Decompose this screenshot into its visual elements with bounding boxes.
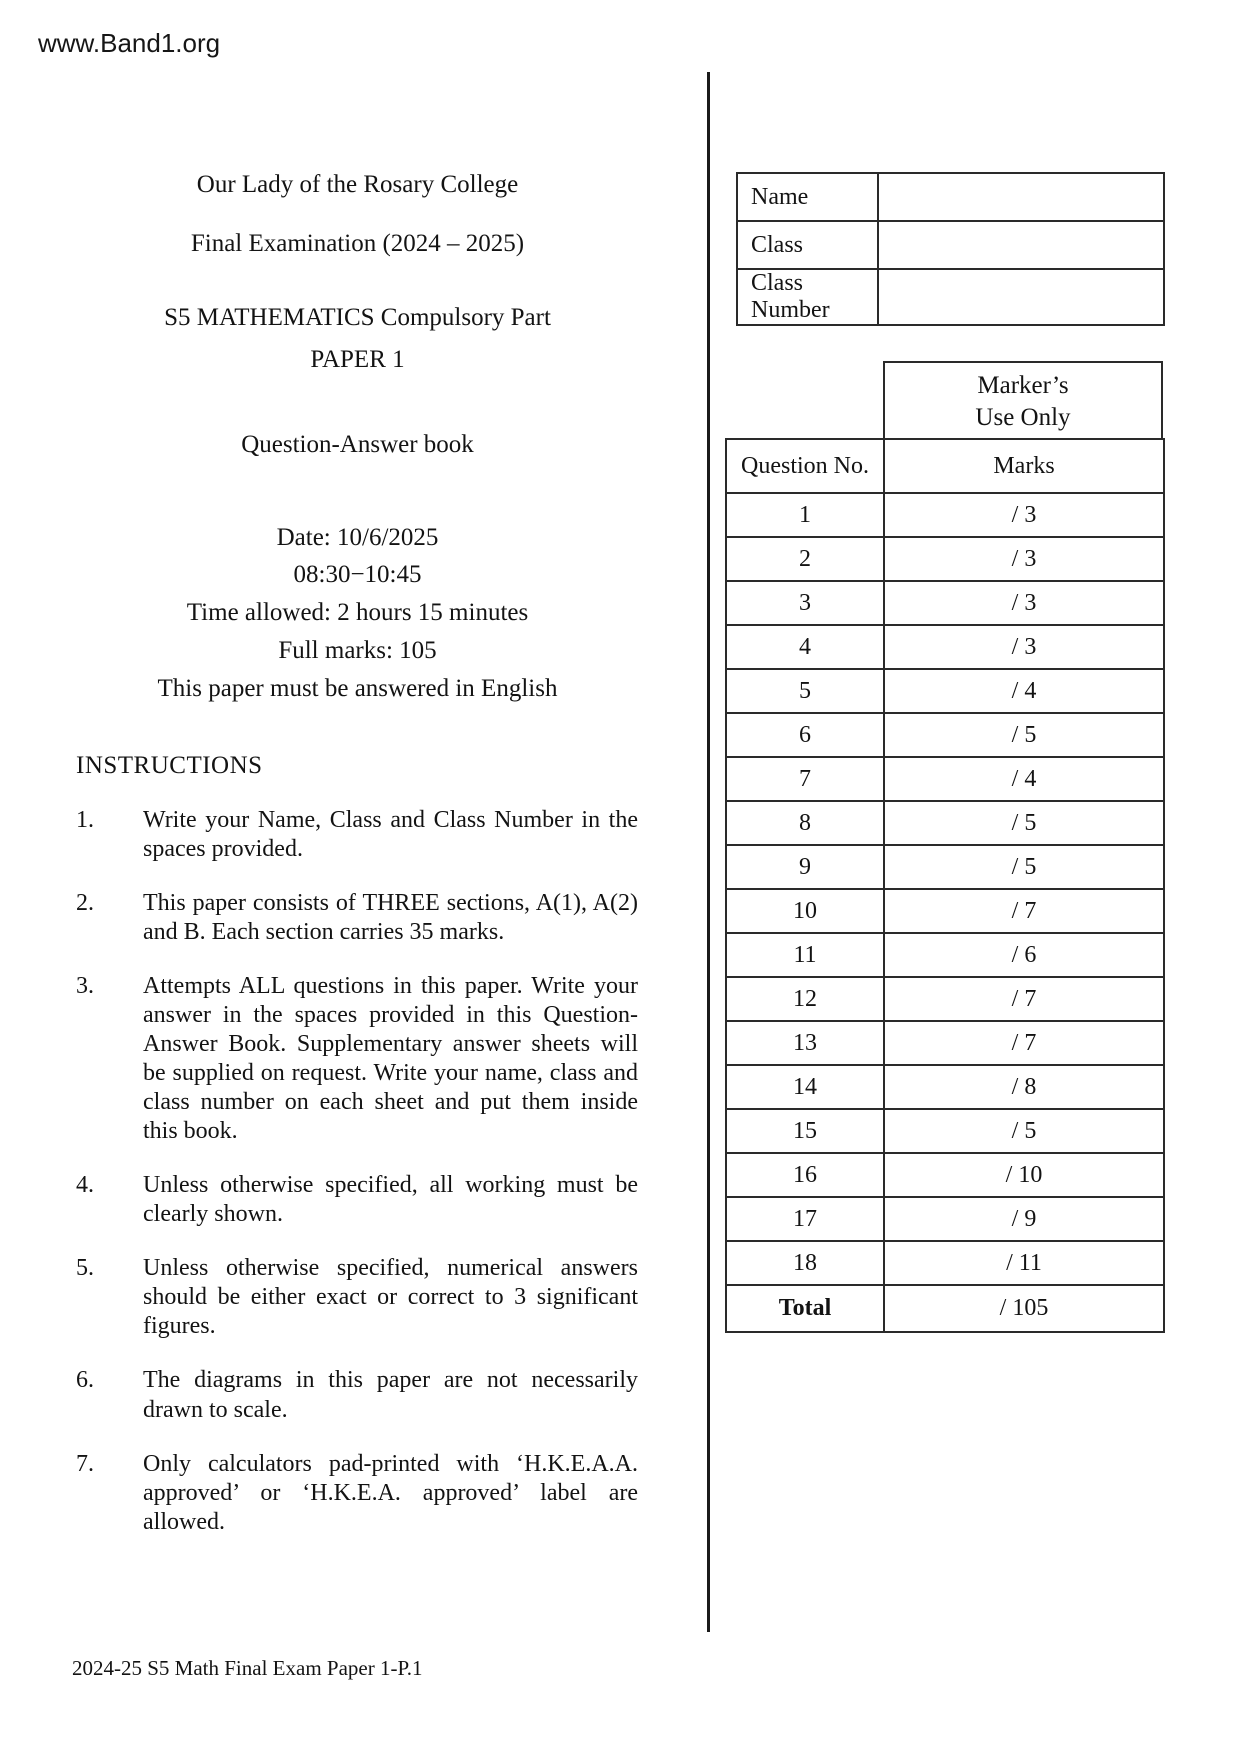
marks-row	[726, 845, 1164, 889]
instruction-number: 6.	[76, 1367, 94, 1394]
marks-cell: / 11	[884, 1241, 1164, 1285]
question-cell: 16	[726, 1153, 884, 1197]
instruction-item	[76, 1366, 638, 1424]
marks-cell: / 10	[884, 1153, 1164, 1197]
question-cell: 17	[726, 1197, 884, 1241]
question-cell: 18	[726, 1241, 884, 1285]
instruction-text: Attempts ALL questions in this paper. Write your answer in the spaces provided in this Question-Answer Book. Supplementary answer sheets will be supplied on request. Write your name, class and class number on each sheet and put them inside this book.	[143, 973, 638, 1145]
marks-cell: / 4	[884, 757, 1164, 801]
question-cell: 10	[726, 889, 884, 933]
question-cell: 13	[726, 1021, 884, 1065]
instruction-number: 2.	[76, 890, 94, 917]
instruction-item	[76, 972, 638, 1146]
marks-row	[726, 1197, 1164, 1241]
marks-header-row	[726, 439, 1164, 493]
marks-cell: / 5	[884, 1109, 1164, 1153]
marks-cell: / 3	[884, 537, 1164, 581]
marks-row	[726, 889, 1164, 933]
marks-row	[726, 537, 1164, 581]
question-cell: 12	[726, 977, 884, 1021]
instruction-text: The diagrams in this paper are not necessarily drawn to scale.	[143, 1367, 638, 1423]
instruction-item	[76, 806, 638, 864]
marks-row	[726, 625, 1164, 669]
instruction-item	[76, 1171, 638, 1229]
name-label: Name	[737, 173, 878, 221]
exam-date: Date: 10/6/2025	[276, 524, 439, 551]
marks-row	[726, 801, 1164, 845]
instruction-number: 1.	[76, 807, 94, 833]
site-watermark: www.Band1.org	[38, 28, 221, 58]
student-info-row	[737, 221, 1164, 269]
question-cell: 1	[726, 493, 884, 537]
instruction-text: This paper consists of THREE sections, A(1), A(2) and B. Each section carries 35 marks.	[143, 890, 638, 946]
instruction-item	[76, 889, 638, 947]
instructions-section	[76, 752, 638, 1562]
marks-row	[726, 713, 1164, 757]
marks-cell: / 5	[884, 713, 1164, 757]
instructions-title: INSTRUCTIONS	[76, 752, 263, 779]
class-label: Class	[737, 221, 878, 269]
marks-row	[726, 1109, 1164, 1153]
question-cell: 11	[726, 933, 884, 977]
exam-time: 08:30−10:45	[293, 561, 422, 588]
question-cell: 7	[726, 757, 884, 801]
question-cell: 2	[726, 537, 884, 581]
question-cell: 9	[726, 845, 884, 889]
markers-use-only-box	[883, 361, 1163, 440]
question-cell: 8	[726, 801, 884, 845]
marks-cell: / 7	[884, 1021, 1164, 1065]
total-marks-cell: / 105	[884, 1285, 1164, 1332]
paper-number: PAPER 1	[310, 346, 405, 373]
marks-row	[726, 1065, 1164, 1109]
marks-row	[726, 669, 1164, 713]
marks-row	[726, 1153, 1164, 1197]
language-note: This paper must be answered in English	[157, 675, 558, 702]
marks-header: Marks	[884, 439, 1164, 493]
instruction-number: 7.	[76, 1450, 94, 1477]
marks-row	[726, 977, 1164, 1021]
vertical-divider	[707, 72, 710, 1632]
class-number-label: Class Number	[737, 269, 878, 325]
book-type: Question-Answer book	[241, 431, 474, 458]
marker-marks-table	[725, 438, 1165, 1333]
instruction-number: 4.	[76, 1172, 94, 1199]
instruction-text: Unless otherwise specified, numerical answers should be either exact or correct to 3 significant figures.	[143, 1255, 638, 1340]
instruction-number: 5.	[76, 1255, 94, 1282]
total-row	[726, 1285, 1164, 1332]
markers-use-only-line1: Marker’s	[977, 372, 1069, 399]
marks-cell: / 3	[884, 581, 1164, 625]
marks-cell: / 6	[884, 933, 1164, 977]
instruction-text: Only calculators pad-printed with ‘H.K.E.A.A. approved’ or ‘H.K.E.A. approved’ label are allowed.	[143, 1450, 638, 1535]
marks-cell: / 4	[884, 669, 1164, 713]
subject-title: S5 MATHEMATICS Compulsory Part	[164, 304, 551, 331]
instruction-text: Write your Name, Class and Class Number in the spaces provided.	[143, 807, 638, 863]
exam-title: Final Examination (2024 – 2025)	[190, 230, 525, 257]
question-cell: 4	[726, 625, 884, 669]
class-field	[878, 221, 1164, 269]
instruction-item	[76, 1450, 638, 1537]
marks-cell: / 3	[884, 493, 1164, 537]
marks-cell: / 8	[884, 1065, 1164, 1109]
time-allowed: Time allowed: 2 hours 15 minutes	[186, 599, 529, 626]
question-cell: 15	[726, 1109, 884, 1153]
total-label-cell: Total	[726, 1285, 884, 1332]
class-number-field	[878, 269, 1164, 325]
question-cell: 5	[726, 669, 884, 713]
marks-row	[726, 757, 1164, 801]
marks-row	[726, 1021, 1164, 1065]
marks-row	[726, 581, 1164, 625]
instruction-text: Unless otherwise specified, all working must be clearly shown.	[143, 1172, 638, 1228]
marks-cell: / 9	[884, 1197, 1164, 1241]
instruction-number: 3.	[76, 973, 94, 1000]
student-info-row	[737, 173, 1164, 221]
student-info-table	[736, 172, 1165, 326]
marks-cell: / 5	[884, 801, 1164, 845]
marks-cell: / 7	[884, 889, 1164, 933]
question-cell: 14	[726, 1065, 884, 1109]
marks-row	[726, 1241, 1164, 1285]
marks-cell: / 7	[884, 977, 1164, 1021]
name-field	[878, 173, 1164, 221]
question-cell: 3	[726, 581, 884, 625]
question-no-header: Question No.	[726, 439, 884, 493]
marks-row	[726, 493, 1164, 537]
question-cell: 6	[726, 713, 884, 757]
school-name: Our Lady of the Rosary College	[196, 171, 519, 198]
page-footer: 2024-25 S5 Math Final Exam Paper 1-P.1	[72, 1656, 423, 1680]
marks-cell: / 5	[884, 845, 1164, 889]
markers-use-only-line2: Use Only	[975, 403, 1071, 431]
student-info-row	[737, 269, 1164, 325]
marks-row	[726, 933, 1164, 977]
full-marks: Full marks: 105	[278, 637, 437, 664]
marks-cell: / 3	[884, 625, 1164, 669]
instruction-item	[76, 1254, 638, 1341]
